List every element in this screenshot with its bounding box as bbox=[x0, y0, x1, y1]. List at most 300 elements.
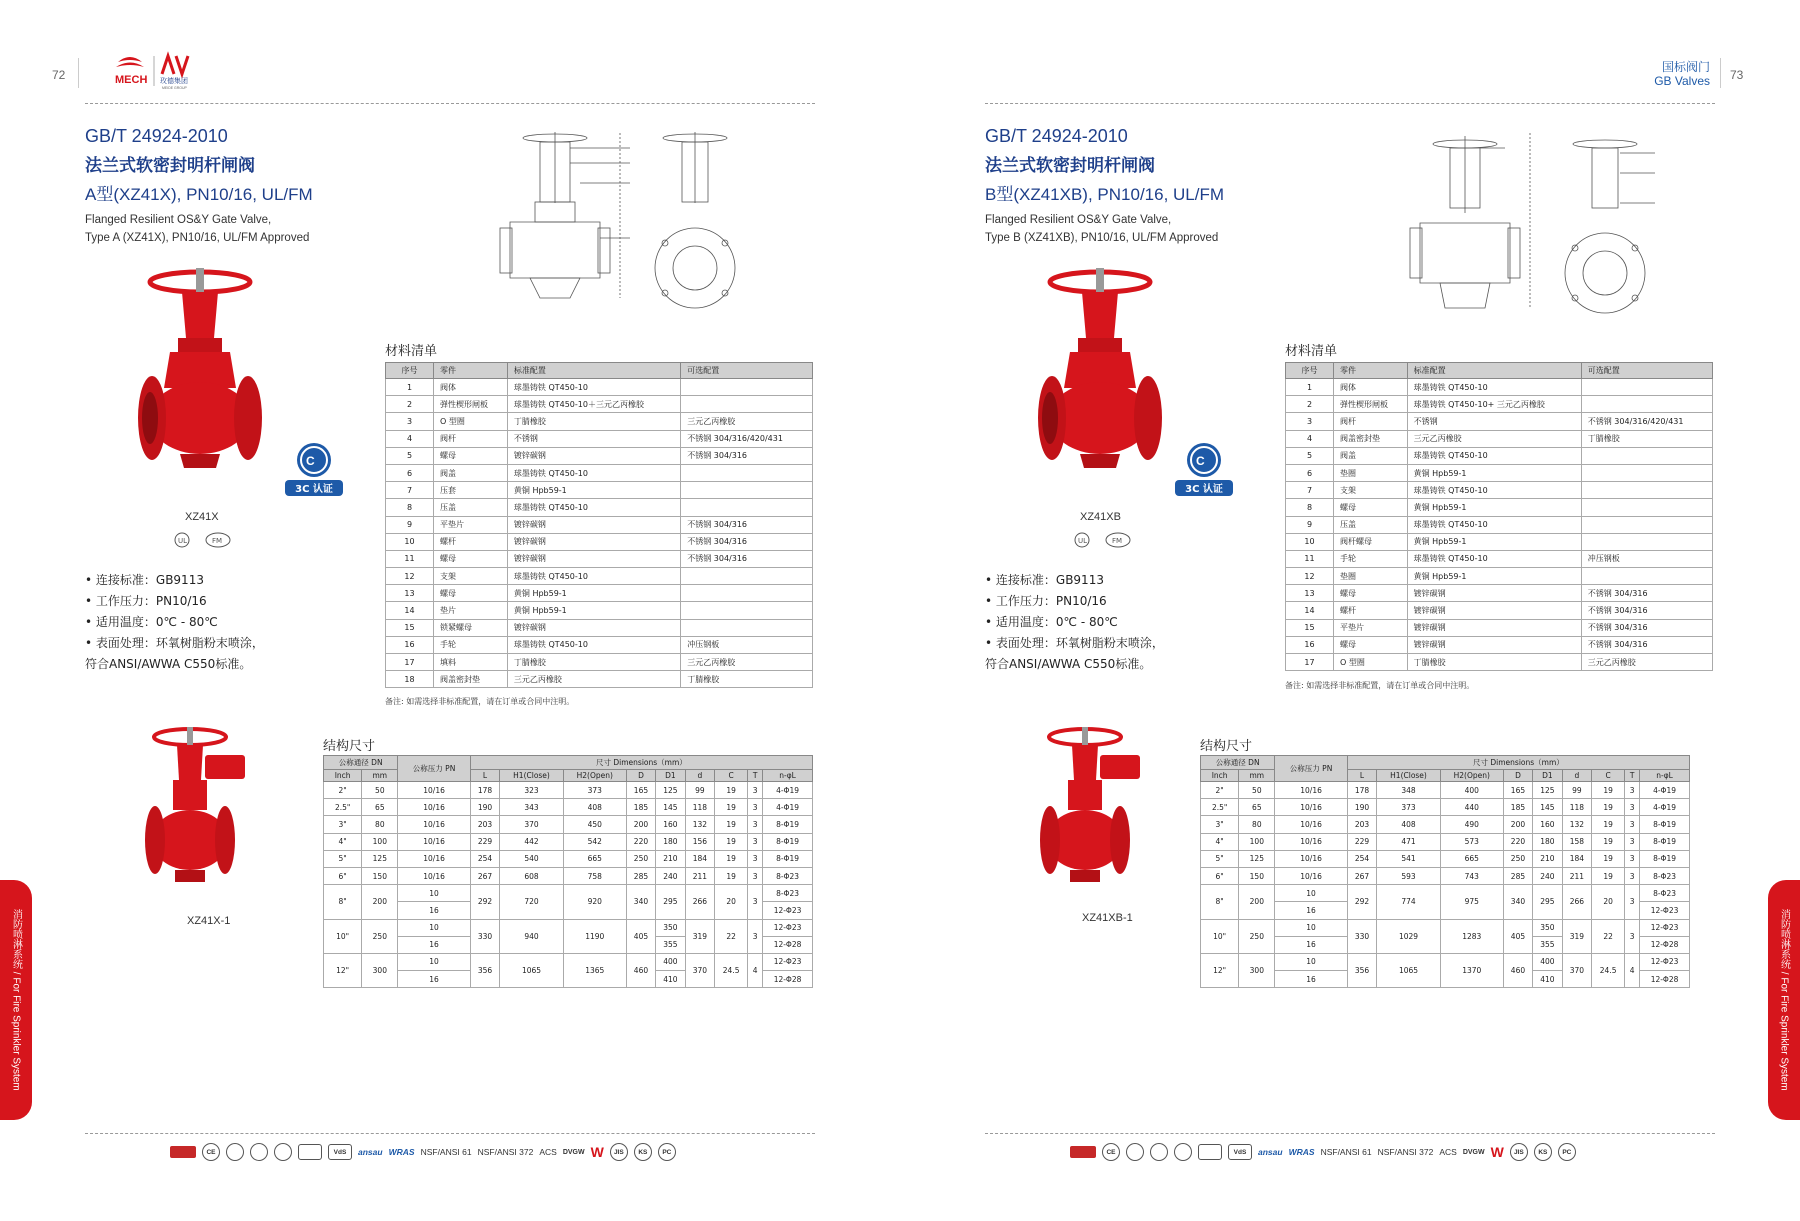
table-cell: 132 bbox=[685, 816, 714, 833]
gb-mark-icon bbox=[1070, 1146, 1096, 1158]
table-cell: 184 bbox=[1562, 850, 1591, 867]
table-cell: 8-Φ23 bbox=[1640, 885, 1690, 902]
table-cell: 3 bbox=[1625, 850, 1640, 867]
table-cell: 3 bbox=[748, 782, 763, 799]
table-row bbox=[1286, 396, 1713, 413]
table-cell: 1065 bbox=[1377, 953, 1441, 987]
acs-label: ACS bbox=[539, 1147, 557, 1157]
table-row bbox=[1286, 413, 1713, 430]
table-cell: 11 bbox=[1286, 550, 1334, 567]
table-cell: 阀盖 bbox=[1334, 447, 1408, 464]
wras-icon: WRAS bbox=[388, 1147, 415, 1157]
page-number: 73 bbox=[1730, 68, 1744, 82]
table-cell: 螺母 bbox=[1334, 585, 1408, 602]
table-cell: 50 bbox=[362, 782, 398, 799]
table-cell: 10 bbox=[398, 885, 470, 902]
table-cell: 295 bbox=[1533, 885, 1562, 919]
table-cell: 292 bbox=[470, 885, 499, 919]
header-cell: 尺寸 Dimensions（mm） bbox=[1347, 756, 1689, 770]
header-cell: 公称压力 PN bbox=[1275, 756, 1347, 782]
table-cell: 118 bbox=[1562, 799, 1591, 816]
header-rule bbox=[985, 103, 1715, 104]
table-cell: 镀锌碳钢 bbox=[507, 516, 680, 533]
header-cell: n-φL bbox=[763, 770, 813, 782]
table-cell: 球墨铸铁 QT450-10 bbox=[507, 379, 680, 396]
table-cell: 211 bbox=[685, 867, 714, 884]
table-cell: 6 bbox=[1286, 464, 1334, 481]
table-cell: 720 bbox=[500, 885, 564, 919]
table-cell: 285 bbox=[1503, 867, 1532, 884]
table-cell: 螺母 bbox=[1334, 499, 1408, 516]
header-cell: H1(Close) bbox=[1377, 770, 1441, 782]
table-cell: 2 bbox=[1286, 396, 1334, 413]
table-cell: 408 bbox=[563, 799, 626, 816]
table-cell: 145 bbox=[1533, 799, 1562, 816]
table-cell: 20 bbox=[1592, 885, 1625, 919]
ul-icon bbox=[1174, 1143, 1192, 1161]
svg-text:MECH: MECH bbox=[115, 74, 148, 86]
dimension-title: 结构尺寸 bbox=[1200, 739, 1253, 754]
table-cell: 压盖 bbox=[1334, 516, 1408, 533]
table-cell: 18 bbox=[386, 671, 434, 688]
table-cell: 阀盖 bbox=[434, 464, 508, 481]
table-cell: 254 bbox=[470, 850, 499, 867]
table-cell: 156 bbox=[685, 833, 714, 850]
table-cell: 镀锌碳钢 bbox=[1407, 619, 1581, 636]
table-cell: 542 bbox=[563, 833, 626, 850]
valve-photo bbox=[130, 268, 270, 508]
table-cell: 3 bbox=[1625, 867, 1640, 884]
table-cell: 99 bbox=[685, 782, 714, 799]
table-cell: 3 bbox=[1625, 885, 1640, 919]
table-cell: 黄铜 Hpb59-1 bbox=[1407, 533, 1581, 550]
table-cell: 三元乙丙橡胶 bbox=[681, 413, 813, 430]
table-cell: 螺母 bbox=[434, 447, 508, 464]
table-cell bbox=[1581, 396, 1712, 413]
table-cell: 100 bbox=[1239, 833, 1275, 850]
table-cell: 2 bbox=[386, 396, 434, 413]
table-cell: 65 bbox=[362, 799, 398, 816]
table-cell: 80 bbox=[1239, 816, 1275, 833]
type-line: A型(XZ41X), PN10/16, UL/FM bbox=[85, 185, 313, 204]
table-row bbox=[1286, 516, 1713, 533]
table-cell: 10/16 bbox=[398, 816, 470, 833]
table-cell: 267 bbox=[1347, 867, 1376, 884]
table-cell: 3 bbox=[1625, 782, 1640, 799]
table-cell: 6" bbox=[324, 867, 362, 884]
gb-mark-icon bbox=[170, 1146, 196, 1158]
table-cell: 158 bbox=[1562, 833, 1591, 850]
table-cell: 4-Φ19 bbox=[763, 782, 813, 799]
table-cell: 7 bbox=[1286, 482, 1334, 499]
table-cell: 阀体 bbox=[434, 379, 508, 396]
table-cell: 160 bbox=[656, 816, 685, 833]
table-cell: 323 bbox=[500, 782, 564, 799]
nsf372-label: NSF/ANSI 372 bbox=[1377, 1147, 1434, 1157]
table-cell: 球墨铸铁 QT450-10 bbox=[507, 464, 680, 481]
model-label: XZ41X bbox=[185, 511, 219, 523]
header-cell: T bbox=[748, 770, 763, 782]
table-cell: 8-Φ23 bbox=[1640, 867, 1690, 884]
header-row bbox=[324, 770, 813, 782]
dvgw-icon: DVGW bbox=[1462, 1148, 1485, 1156]
table-cell: 220 bbox=[1503, 833, 1532, 850]
table-row bbox=[1286, 499, 1713, 516]
technical-drawing bbox=[470, 128, 840, 328]
table-cell: 410 bbox=[1533, 971, 1562, 988]
table-cell: 4 bbox=[1625, 953, 1640, 987]
nsf61-label: NSF/ANSI 61 bbox=[420, 1147, 472, 1157]
ce-icon: CE bbox=[202, 1143, 220, 1161]
fm-icon bbox=[298, 1144, 322, 1160]
ce-icon: CE bbox=[1102, 1143, 1120, 1161]
table-cell: 665 bbox=[563, 850, 626, 867]
table-cell: 8" bbox=[1201, 885, 1239, 919]
header-cell: n-φL bbox=[1640, 770, 1690, 782]
table-cell: 20 bbox=[715, 885, 748, 919]
table-cell: 10 bbox=[1275, 919, 1347, 936]
table-cell: 阀盖密封垫 bbox=[1334, 430, 1408, 447]
header-row bbox=[324, 756, 813, 770]
dimension-table bbox=[1200, 755, 1690, 988]
table-cell bbox=[681, 396, 813, 413]
table-cell: 100 bbox=[362, 833, 398, 850]
right-page bbox=[900, 0, 1800, 1221]
table-cell: 203 bbox=[1347, 816, 1376, 833]
header-cell: H1(Close) bbox=[500, 770, 564, 782]
table-cell: 180 bbox=[656, 833, 685, 850]
mech-logo bbox=[110, 50, 220, 90]
table-cell: 8-Φ19 bbox=[763, 850, 813, 867]
table-cell: 平垫片 bbox=[1334, 619, 1408, 636]
header-cell: D bbox=[1503, 770, 1532, 782]
svg-text:UL: UL bbox=[178, 537, 188, 545]
table-row bbox=[1201, 782, 1690, 799]
svg-text:FM: FM bbox=[1112, 537, 1123, 545]
table-cell: 镀锌碳钢 bbox=[507, 447, 680, 464]
table-cell: 355 bbox=[656, 936, 685, 953]
table-row bbox=[386, 396, 813, 413]
table-cell: 12 bbox=[386, 568, 434, 585]
technical-drawing bbox=[1405, 128, 1735, 328]
table-cell: 填料 bbox=[434, 654, 508, 671]
nsf61-label: NSF/ANSI 61 bbox=[1320, 1147, 1372, 1157]
table-row bbox=[1201, 885, 1690, 902]
header-rule bbox=[85, 103, 815, 104]
table-cell: 200 bbox=[362, 885, 398, 919]
table-cell: 200 bbox=[1503, 816, 1532, 833]
svg-text:UL: UL bbox=[1078, 537, 1088, 545]
table-row bbox=[1201, 816, 1690, 833]
table-cell: 15 bbox=[1286, 619, 1334, 636]
table-cell: 410 bbox=[656, 971, 685, 988]
model-label-small: XZ41XB-1 bbox=[1082, 912, 1133, 924]
table-cell: 8-Φ23 bbox=[763, 885, 813, 902]
table-cell: 不锈钢 bbox=[1407, 413, 1581, 430]
table-cell: 14 bbox=[386, 602, 434, 619]
table-cell: 10 bbox=[1286, 533, 1334, 550]
header-cell: H2(Open) bbox=[1440, 770, 1503, 782]
table-cell: 229 bbox=[1347, 833, 1376, 850]
table-cell: 9 bbox=[386, 516, 434, 533]
table-cell: 10/16 bbox=[1275, 867, 1347, 884]
ul-icon bbox=[274, 1143, 292, 1161]
table-cell: 12-Φ28 bbox=[1640, 971, 1690, 988]
svg-text:3C 认证: 3C 认证 bbox=[1185, 484, 1223, 495]
header-cell: T bbox=[1625, 770, 1640, 782]
header-cell: d bbox=[685, 770, 714, 782]
page-number: 72 bbox=[52, 68, 66, 82]
table-cell: 19 bbox=[1592, 850, 1625, 867]
table-cell: 螺母 bbox=[434, 550, 508, 567]
svg-text:玫德集团: 玫德集团 bbox=[160, 77, 188, 85]
table-cell: 19 bbox=[1592, 799, 1625, 816]
table-row bbox=[386, 654, 813, 671]
table-cell: 350 bbox=[1533, 919, 1562, 936]
table-cell: 阀杆螺母 bbox=[1334, 533, 1408, 550]
table-cell: 300 bbox=[1239, 953, 1275, 987]
table-cell: 3 bbox=[748, 799, 763, 816]
header-cell: d bbox=[1562, 770, 1591, 782]
table-cell: 405 bbox=[1503, 919, 1532, 953]
dimension-title: 结构尺寸 bbox=[323, 739, 376, 754]
table-cell: 球墨铸铁 QT450-10 bbox=[1407, 447, 1581, 464]
table-cell: 1370 bbox=[1440, 953, 1503, 987]
vds-icon: VdS bbox=[328, 1144, 352, 1160]
table-cell: 1 bbox=[1286, 379, 1334, 396]
table-cell: 3 bbox=[748, 850, 763, 867]
table-cell: 125 bbox=[656, 782, 685, 799]
table-cell: 24.5 bbox=[715, 953, 748, 987]
table-cell: 24.5 bbox=[1592, 953, 1625, 987]
table-row bbox=[386, 568, 813, 585]
table-cell: 10 bbox=[1275, 885, 1347, 902]
table-cell: 3 bbox=[386, 413, 434, 430]
table-cell: 19 bbox=[715, 867, 748, 884]
table-cell: 8-Φ19 bbox=[763, 816, 813, 833]
table-cell: 405 bbox=[626, 919, 655, 953]
table-cell: 250 bbox=[626, 850, 655, 867]
table-cell: 螺母 bbox=[434, 585, 508, 602]
ks-icon: KS bbox=[1534, 1143, 1552, 1161]
table-row bbox=[1286, 464, 1713, 481]
ks-icon: KS bbox=[634, 1143, 652, 1161]
en-title: Flanged Resilient OS&Y Gate Valve, Type B (XZ41XB), PN10/16, UL/FM Approved bbox=[985, 214, 1219, 244]
table-cell bbox=[1581, 379, 1712, 396]
table-cell: 12-Φ23 bbox=[763, 919, 813, 936]
table-cell: 黄铜 Hpb59-1 bbox=[507, 585, 680, 602]
table-cell: 阀杆 bbox=[1334, 413, 1408, 430]
table-cell: 4 bbox=[1286, 430, 1334, 447]
table-cell: 19 bbox=[715, 816, 748, 833]
svg-text:C: C bbox=[306, 454, 315, 468]
table-cell: 7 bbox=[386, 482, 434, 499]
table-cell: 球墨铸铁 QT450-10＋三元乙丙橡胶 bbox=[507, 396, 680, 413]
header-cell: Inch bbox=[324, 770, 362, 782]
table-cell: 不锈钢 304/316 bbox=[1581, 619, 1712, 636]
table-cell: 不锈钢 304/316 bbox=[681, 516, 813, 533]
table-row bbox=[1286, 602, 1713, 619]
table-row bbox=[386, 379, 813, 396]
vds-icon: VdS bbox=[1228, 1144, 1252, 1160]
table-cell bbox=[681, 585, 813, 602]
table-cell: 10/16 bbox=[398, 850, 470, 867]
table-cell: O 型圈 bbox=[434, 413, 508, 430]
table-cell: 冲压钢板 bbox=[1581, 550, 1712, 567]
table-cell: 8 bbox=[1286, 499, 1334, 516]
table-cell: 220 bbox=[626, 833, 655, 850]
table-cell: 14 bbox=[1286, 602, 1334, 619]
header-row bbox=[1201, 756, 1690, 770]
table-cell: 22 bbox=[1592, 919, 1625, 953]
table-cell: 125 bbox=[362, 850, 398, 867]
table-cell: 黄铜 Hpb59-1 bbox=[1407, 568, 1581, 585]
table-row bbox=[324, 816, 813, 833]
table-cell: 10/16 bbox=[1275, 833, 1347, 850]
table-cell: 19 bbox=[1592, 833, 1625, 850]
table-cell: 螺杆 bbox=[434, 533, 508, 550]
table-cell: 丁腈橡胶 bbox=[1407, 654, 1581, 671]
product-title-block bbox=[85, 126, 385, 247]
table-cell bbox=[1581, 464, 1712, 481]
table-cell: 11 bbox=[386, 550, 434, 567]
standard-code: GB/T 24924-2010 bbox=[85, 126, 228, 146]
table-cell: 不锈钢 304/316 bbox=[1581, 636, 1712, 653]
table-cell: 12-Φ23 bbox=[1640, 919, 1690, 936]
table-cell: 348 bbox=[1377, 782, 1441, 799]
table-cell bbox=[681, 499, 813, 516]
table-cell: 8-Φ19 bbox=[763, 833, 813, 850]
table-cell: 13 bbox=[1286, 585, 1334, 602]
table-cell: 螺母 bbox=[1334, 636, 1408, 653]
table-cell: 6 bbox=[386, 464, 434, 481]
svg-text:MEIDE GROUP: MEIDE GROUP bbox=[162, 86, 187, 90]
table-row bbox=[386, 585, 813, 602]
table-cell: 940 bbox=[500, 919, 564, 953]
table-cell: 541 bbox=[1377, 850, 1441, 867]
table-cell: 3 bbox=[748, 816, 763, 833]
table-cell: 三元乙丙橡胶 bbox=[1581, 654, 1712, 671]
table-cell: 10/16 bbox=[1275, 816, 1347, 833]
divider bbox=[78, 58, 79, 88]
table-cell: 1065 bbox=[500, 953, 564, 987]
table-cell bbox=[681, 568, 813, 585]
table-cell: 丁腈橡胶 bbox=[507, 413, 680, 430]
header-cell: mm bbox=[362, 770, 398, 782]
table-cell: 266 bbox=[1562, 885, 1591, 919]
table-cell: 267 bbox=[470, 867, 499, 884]
table-row bbox=[1286, 550, 1713, 567]
table-cell: 99 bbox=[1562, 782, 1591, 799]
table-cell: 471 bbox=[1377, 833, 1441, 850]
header-cell: L bbox=[1347, 770, 1376, 782]
footer-rule bbox=[985, 1133, 1715, 1134]
table-cell: 阀体 bbox=[1334, 379, 1408, 396]
table-row bbox=[1286, 447, 1713, 464]
table-cell: 743 bbox=[1440, 867, 1503, 884]
table-cell: 210 bbox=[656, 850, 685, 867]
side-tab: 消防喷淋系统 / For Fire Sprinkler System bbox=[0, 880, 32, 1120]
table-cell: 10 bbox=[398, 953, 470, 970]
table-cell bbox=[1581, 516, 1712, 533]
table-cell: 支架 bbox=[434, 568, 508, 585]
table-cell: 370 bbox=[1562, 953, 1591, 987]
table-cell: 490 bbox=[1440, 816, 1503, 833]
table-cell bbox=[681, 464, 813, 481]
table-cell: 4-Φ19 bbox=[1640, 782, 1690, 799]
table-cell: 球墨铸铁 QT450-10 bbox=[1407, 482, 1581, 499]
table-cell: 160 bbox=[1533, 816, 1562, 833]
table-row bbox=[1286, 482, 1713, 499]
table-cell: 400 bbox=[656, 953, 685, 970]
table-row bbox=[324, 919, 813, 936]
table-cell: 400 bbox=[1440, 782, 1503, 799]
table-cell: 12-Φ28 bbox=[763, 971, 813, 988]
watermark-icon: W bbox=[1490, 1144, 1504, 1160]
header-cell: H2(Open) bbox=[563, 770, 626, 782]
fm-icon bbox=[1198, 1144, 1222, 1160]
table-cell: 125 bbox=[1533, 782, 1562, 799]
table-cell: 压盖 bbox=[434, 499, 508, 516]
table-cell: 12-Φ23 bbox=[1640, 902, 1690, 919]
table-cell: 355 bbox=[1533, 936, 1562, 953]
table-cell: 冲压钢板 bbox=[681, 636, 813, 653]
table-cell: 丁腈橡胶 bbox=[1581, 430, 1712, 447]
table-cell: 不锈钢 304/316/420/431 bbox=[1581, 413, 1712, 430]
table-cell: 356 bbox=[470, 953, 499, 987]
table-cell: 19 bbox=[1592, 782, 1625, 799]
table-cell: 340 bbox=[626, 885, 655, 919]
table-cell: 3 bbox=[748, 833, 763, 850]
table-cell: 1283 bbox=[1440, 919, 1503, 953]
table-cell: 球墨铸铁 QT450-10 bbox=[507, 499, 680, 516]
header-cell: 公称压力 PN bbox=[398, 756, 470, 782]
table-row bbox=[324, 782, 813, 799]
table-row bbox=[386, 619, 813, 636]
table-cell: 12-Φ23 bbox=[763, 953, 813, 970]
table-cell: 178 bbox=[1347, 782, 1376, 799]
ul-fm-icon bbox=[170, 530, 240, 552]
table-cell: O 型圈 bbox=[1334, 654, 1408, 671]
table-cell: 12" bbox=[324, 953, 362, 987]
ccc-icon bbox=[250, 1143, 268, 1161]
table-row bbox=[386, 602, 813, 619]
table-cell: 185 bbox=[626, 799, 655, 816]
table-cell: 10/16 bbox=[1275, 782, 1347, 799]
table-cell: 2.5" bbox=[1201, 799, 1239, 816]
table-cell: 垫片 bbox=[434, 602, 508, 619]
table-cell: 165 bbox=[626, 782, 655, 799]
table-cell: 13 bbox=[386, 585, 434, 602]
ansau-icon: ansau bbox=[1258, 1147, 1283, 1157]
table-cell: 180 bbox=[1533, 833, 1562, 850]
table-cell: 手轮 bbox=[434, 636, 508, 653]
table-cell: 镀锌碳钢 bbox=[507, 533, 680, 550]
table-cell: 593 bbox=[1377, 867, 1441, 884]
table-cell: 1365 bbox=[563, 953, 626, 987]
table-cell: 4-Φ19 bbox=[1640, 799, 1690, 816]
table-cell: 8 bbox=[386, 499, 434, 516]
table-cell: 球墨铸铁 QT450-10 bbox=[1407, 516, 1581, 533]
table-cell: 19 bbox=[715, 799, 748, 816]
svg-text:C: C bbox=[1196, 454, 1205, 468]
table-row bbox=[1201, 867, 1690, 884]
table-cell: 球墨铸铁 QT450-10 bbox=[507, 568, 680, 585]
table-cell: 540 bbox=[500, 850, 564, 867]
table-cell: 2" bbox=[324, 782, 362, 799]
header-cell: D1 bbox=[1533, 770, 1562, 782]
table-cell: 16 bbox=[1275, 971, 1347, 988]
